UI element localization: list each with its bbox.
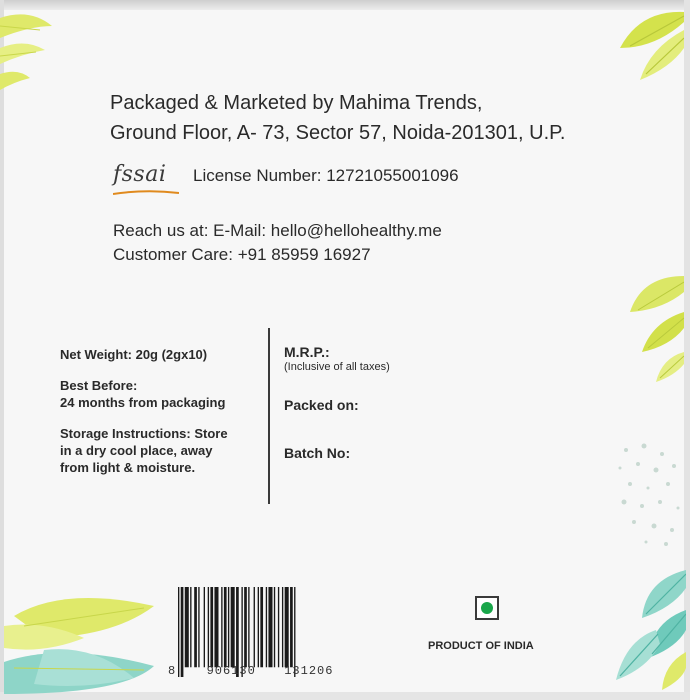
fssai-logo: fssai [113, 162, 167, 187]
vegetarian-mark-icon [475, 596, 499, 620]
manufacturer-address [110, 88, 565, 148]
fssai-swoosh-icon [113, 190, 179, 196]
leaf-top-right-icon [600, 8, 684, 88]
product-details-right [284, 344, 390, 461]
storage-line-3: from light & moisture. [60, 460, 196, 475]
contact-info [113, 219, 442, 267]
box-top-edge [0, 0, 690, 10]
contact-customer-care: Customer Care: +91 85959 16927 [113, 245, 371, 264]
leaf-bottom-right-icon [586, 560, 686, 694]
leaf-top-left-icon [0, 8, 60, 98]
vegetarian-dot [481, 602, 493, 614]
best-before [60, 377, 260, 411]
storage-instructions [60, 425, 260, 476]
leaf-bottom-left-icon [4, 586, 177, 694]
net-weight: Net Weight: 20g (2gx10) [60, 347, 208, 362]
details-divider [268, 328, 270, 504]
product-origin: PRODUCT OF INDIA [428, 640, 534, 652]
barcode-digit-first: 8 [168, 664, 177, 678]
mrp-note: (Inclusive of all taxes) [284, 361, 390, 373]
address-line-2: Ground Floor, A- 73, Sector 57, Noida-201301, U.P. [110, 122, 566, 144]
mrp-label: M.R.P.: [284, 344, 330, 360]
license-number: License Number: 12721055001096 [193, 166, 459, 185]
storage-line-2: in a dry cool place, away [60, 443, 213, 458]
barcode-digit-group-2: 131206 [284, 664, 334, 678]
batch-no-label: Batch No: [284, 445, 351, 461]
contact-email: Reach us at: E-Mail: hello@hellohealthy.me [113, 221, 442, 240]
packed-on-label: Packed on: [284, 397, 359, 413]
best-before-value: 24 months from packaging [60, 395, 226, 410]
dot-pattern-icon [610, 440, 686, 550]
best-before-label: Best Before: [60, 378, 138, 393]
address-line-1: Packaged & Marketed by Mahima Trends, [110, 92, 483, 114]
barcode-digit-group-1: 906130 [206, 664, 256, 678]
leaf-right-middle-icon [612, 266, 684, 386]
storage-line-1: Storage Instructions: Store [60, 426, 228, 441]
product-details-left [60, 346, 260, 490]
barcode-digits [168, 664, 368, 678]
